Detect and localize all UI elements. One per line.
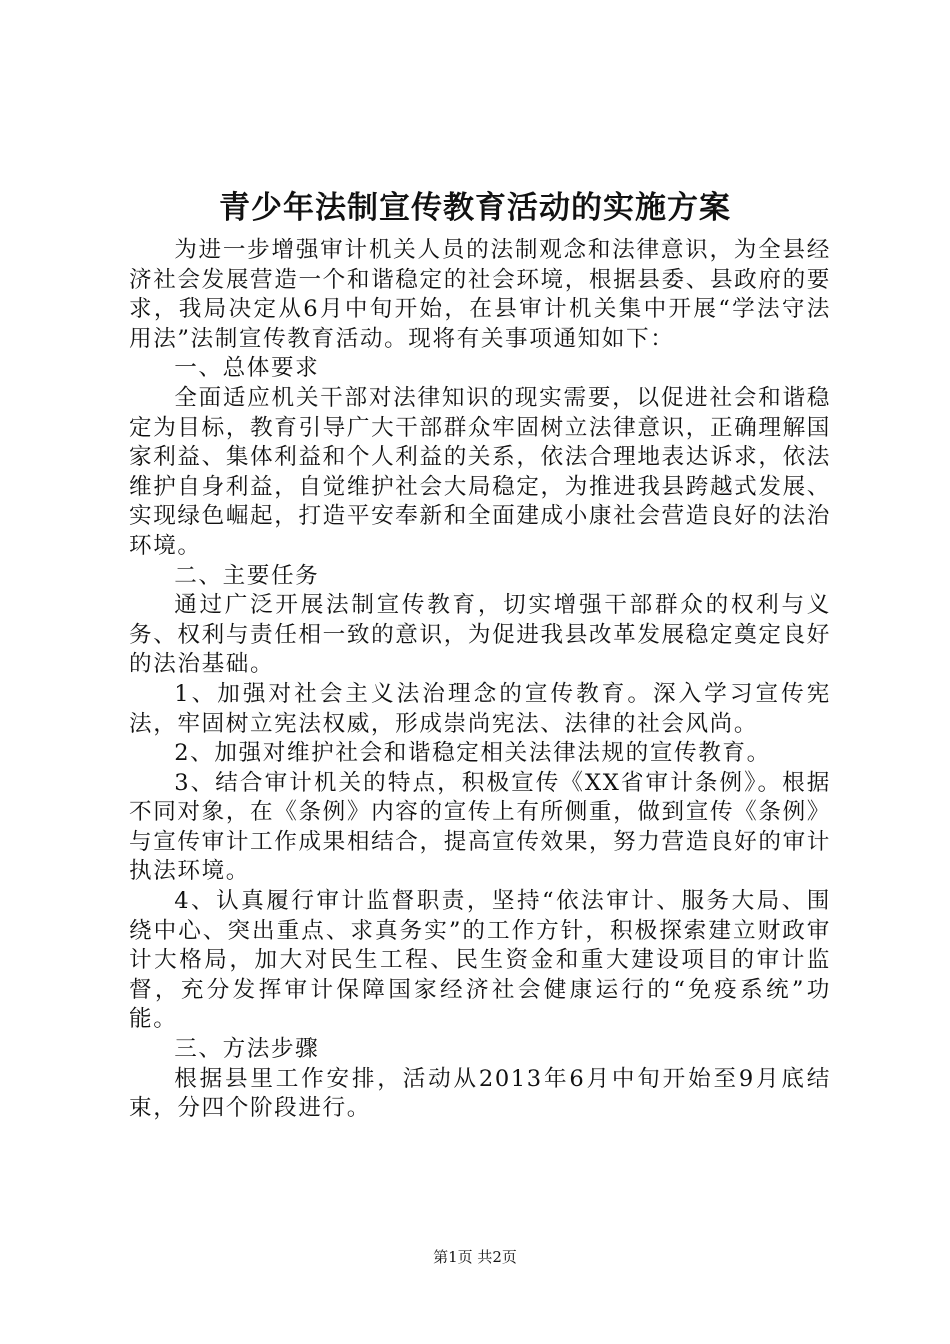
paragraph-tasks: 通过广泛开展法制宣传教育，切实增强干部群众的权利与义务、权利与责任相一致的意识，为促进我县改革发展稳定奠定良好的法治基础。 xyxy=(129,592,831,678)
paragraph-task-1: 1、加强对社会主义法治理念的宣传教育。深入学习宣传宪法，牢固树立宪法权威，形成崇尚宪法、法律的社会风尚。 xyxy=(129,680,831,737)
paragraph-task-3: 3、结合审计机关的特点，积极宣传《XX省审计条例》。根据不同对象，在《条例》内容的宣传上有所侧重，做到宣传《条例》与宣传审计工作成果相结合，提高宣传效果，努力营造良好的审计执法环境。 xyxy=(129,769,831,885)
page-footer xyxy=(0,1247,950,1267)
document-body xyxy=(129,236,831,1124)
page-number: 第1页 xyxy=(433,1248,473,1266)
page-total: 共2页 xyxy=(477,1248,517,1266)
paragraph-task-2: 2、加强对维护社会和谐稳定相关法律法规的宣传教育。 xyxy=(174,740,771,767)
section-heading-requirements: 一、总体要求 xyxy=(174,355,320,382)
document-title: 青少年法制宣传教育活动的实施方案 xyxy=(219,190,731,226)
section-heading-tasks: 二、主要任务 xyxy=(174,562,320,589)
paragraph-steps: 根据县里工作安排，活动从2013年6月中旬开始至9月底结束，分四个阶段进行。 xyxy=(129,1065,831,1122)
paragraph-task-4: 4、认真履行审计监督职责，坚持“依法审计、服务大局、围绕中心、突出重点、求真务实”的工作方针，积极探索建立财政审计大格局，加大对民生工程、民生资金和重大建设项目的审计监督，充分发挥审计保障国家经济社会健康运行的“免疫系统”功能。 xyxy=(129,888,831,1033)
paragraph-requirements: 全面适应机关干部对法律知识的现实需要，以促进社会和谐稳定为目标，教育引导广大干部群众牢固树立法律意识，正确理解国家利益、集体利益和个人利益的关系，依法合理地表达诉求，依法维护自身利益，自觉维护社会大局稳定，为推进我县跨越式发展、实现绿色崛起，打造平安奉新和全面建成小康社会营造良好的法治环境。 xyxy=(129,384,831,559)
paragraph-intro: 为进一步增强审计机关人员的法制观念和法律意识，为全县经济社会发展营造一个和谐稳定的社会环境，根据县委、县政府的要求，我局决定从6月中旬开始，在县审计机关集中开展“学法守法用法”法制宣传教育活动。现将有关事项通知如下： xyxy=(129,237,831,352)
section-heading-steps: 三、方法步骤 xyxy=(174,1036,320,1063)
